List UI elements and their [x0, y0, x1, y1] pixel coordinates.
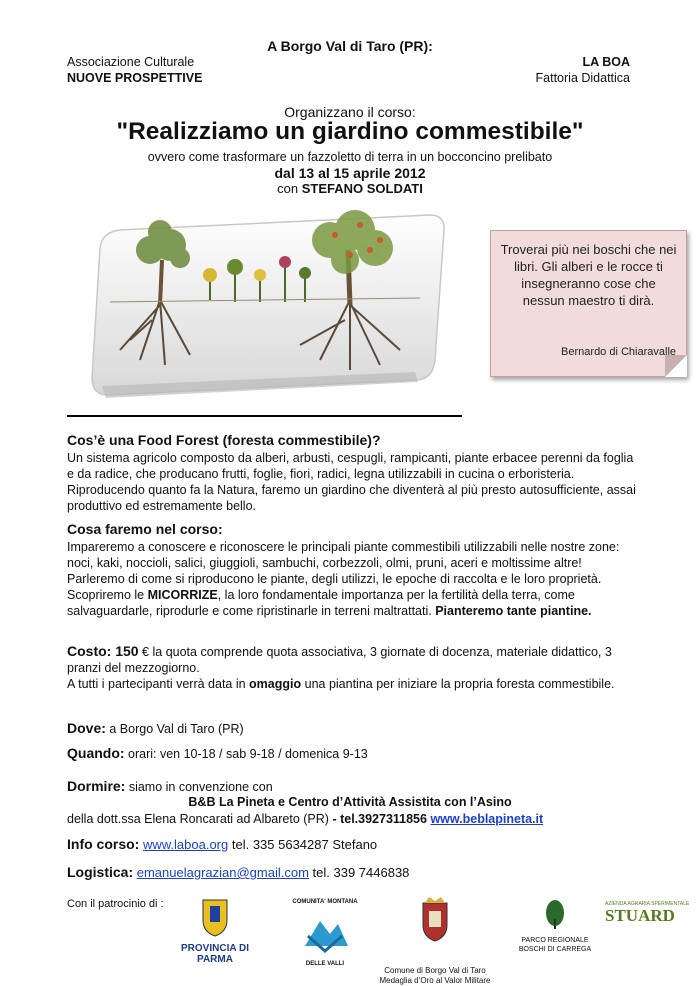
organize-text: Organizzano il corso: [284, 104, 416, 120]
garden-illustration [80, 210, 450, 410]
quote-corner-fold [665, 355, 687, 377]
gift-word: omaggio [249, 677, 302, 691]
provincia-parma-logo: PROVINCIA DI PARMA [175, 898, 255, 965]
course-section [67, 521, 637, 619]
comunita-mountain-icon [300, 906, 350, 956]
where-line: Dove: a Borgo Val di Taro (PR) [67, 720, 244, 736]
stuard-logo: AZIENDA AGRARIA SPERIMENTALE STUARD [605, 901, 690, 925]
bb-name: B&B La Pineta e Centro d’Attività Assistita con l’Asino [188, 795, 512, 809]
food-forest-text: Un sistema agricolo composto da alberi, arbusti, cespugli, rampicanti, piante erbacee perenni da foglia e da radice, che producano frutti, foglie, fiori, radici, legna utilizzabili in cucina o erboristeria. Riproducendo quanto fa la Natura, faremo un giardino che diventerà al più presto autosufficiente, assai produttivo ed estremamente bello. [67, 451, 636, 513]
sponsor-logos [0, 893, 700, 985]
parco-regionale-logo: PARCO REGIONALE BOSCHI DI CARREGA [510, 899, 600, 954]
bb-host-line: della dott.ssa Elena Roncarati ad Albareto (PR) - tel.3927311856 www.beblapineta.it [67, 812, 544, 826]
food-forest-title: Cos’è una Food Forest (foresta commestibile)? [67, 432, 381, 448]
organizer-right-line1: LA BOA [582, 55, 630, 69]
quote-author: Bernardo di Chiaravalle [561, 346, 676, 358]
teacher-line: con STEFANO SOLDATI [277, 181, 423, 196]
cost-section: Costo: 150 € la quota comprende quota associativa, 3 giornate di docenza, materiale didattico, 3 pranzi del mezzogiorno. A tutti i partecipanti verrà data in omaggio una piantina per iniziare la propria foresta commestibile. [67, 643, 615, 691]
comune-borgo-logo: Comune di Borgo Val di Taro Medaglia d’Oro al Valor Militare [365, 895, 505, 986]
course-section-title: Cosa faremo nel corso: [67, 521, 223, 537]
plant-note: Pianteremo tante piantine. [435, 604, 592, 618]
course-title: "Realizziamo un giardino commestibile" [116, 118, 584, 145]
course-subtitle: ovvero come trasformare un fazzoletto di terra in un bocconcino prelibato [147, 150, 553, 164]
provincia-crest-icon [200, 898, 230, 938]
cost-label: Costo: 150 [67, 643, 139, 659]
info-line: Info corso: www.laboa.org tel. 335 5634287 Stefano [67, 836, 378, 852]
course-dates: dal 13 al 15 aprile 2012 [274, 165, 426, 181]
organizer-left-line1: Associazione Culturale [67, 55, 195, 69]
location-heading: A Borgo Val di Taro (PR): [267, 38, 433, 54]
micorrize-text: MICORRIZE [147, 588, 218, 602]
organizer-right-line2: Fattoria Didattica [535, 71, 630, 85]
organizer-left-line2: NUOVE PROSPETTIVE [67, 71, 203, 85]
bb-website-link[interactable]: www.beblapineta.it [430, 812, 544, 826]
separator-line [67, 415, 462, 417]
tree-logo-icon [540, 899, 570, 931]
laboa-website-link[interactable]: www.laboa.org [142, 837, 229, 852]
sponsors-intro: Con il patrocinio di : [67, 898, 164, 910]
logistics-line: Logistica: emanuelagrazian@gmail.com tel. 339 7446838 [67, 864, 410, 880]
logistics-email-link[interactable]: emanuelagrazian@gmail.com [136, 865, 309, 880]
course-section-text: Impareremo a conoscere e riconoscere le principali piante commestibili utilizzabili nelle nostre zone: noci, kaki, noccioli, salici, giuggioli, sambuchi, corbezzoli, olmi, pruni, aceri e moltissime altre! Parleremo di come si riproducono le piante, degli utilizzi, le epoche di raccolta e le loro proprietà. Scopriremo le MICORRIZE, la loro fondamentale importanza per la fertilità della terra, come salvaguardarle, riprodurle e come ripristinarle in terreni maltrattati. Pianteremo tante piantine. [67, 540, 620, 618]
when-line: Quando: orari: ven 10-18 / sab 9-18 / domenica 9-13 [67, 745, 368, 761]
comune-crest-icon [417, 895, 453, 943]
comunita-montana-logo: COMUNITA' MONTANA DELLE VALLI [292, 899, 358, 967]
quote-text: Troverai più nei boschi che nei libri. Gli alberi e le rocce ti insegneranno cose che nessun maestro ti dirà. [500, 242, 677, 308]
food-forest-section [67, 432, 637, 514]
teacher-name: STEFANO SOLDATI [301, 181, 423, 196]
sleep-line: Dormire: siamo in convenzione con [67, 778, 273, 794]
quote-box [490, 230, 687, 377]
